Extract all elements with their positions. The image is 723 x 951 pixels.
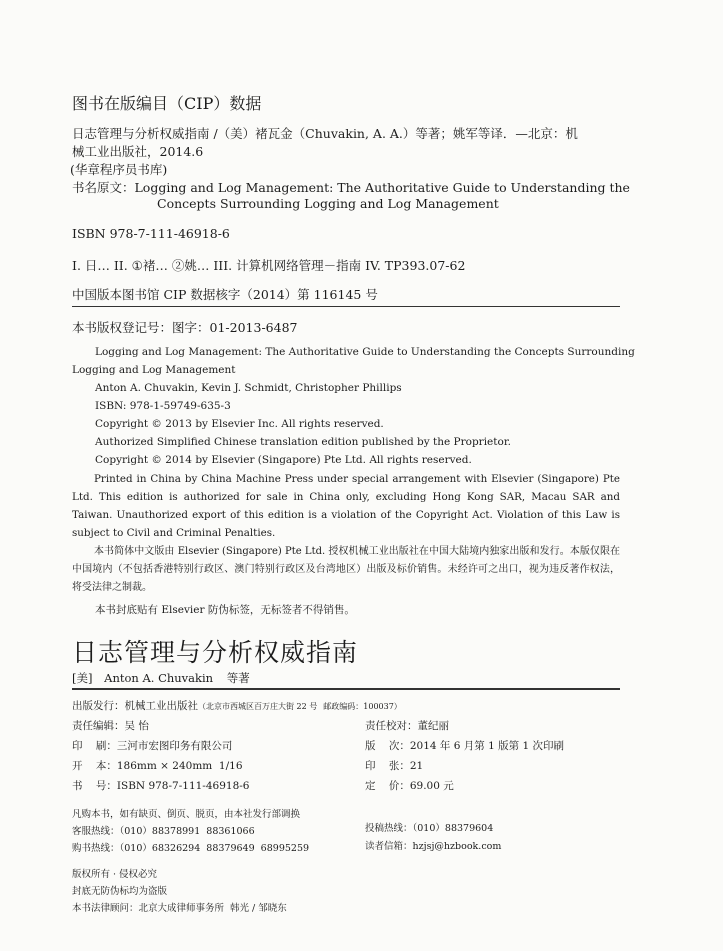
isbn-line: [72, 778, 249, 793]
sheets-value: 21: [409, 760, 424, 772]
submission-line: [365, 820, 493, 834]
publisher-address: （北京市西城区百万庄大街 22 号: [198, 702, 318, 711]
copyright-line-1: Copyright © 2013 by Elsevier Inc. All rights reserved.: [95, 418, 384, 430]
proof-label: 责任校对：: [365, 720, 418, 732]
editor-line: [72, 718, 149, 733]
format-value: 186mm × 240mm 1/16: [116, 760, 243, 772]
printer-label: 印 刷：: [72, 740, 117, 752]
purchase-label: 购书热线：: [72, 843, 120, 854]
customer-service-line: [72, 823, 255, 837]
author-prefix: [美]: [72, 671, 93, 685]
edition-value: 2014 年 6 月第 1 版第 1 次印刷: [409, 740, 564, 752]
editor-label: 责任编辑：: [72, 720, 125, 732]
publisher-line: [72, 698, 402, 713]
english-isbn: ISBN: 978-1-59749-635-3: [95, 400, 231, 412]
cs-value: （010）88378991 88361066: [119, 826, 255, 837]
printer-line: [72, 738, 232, 753]
publisher-name: 机械工业出版社: [124, 700, 198, 712]
mail-value: hzjsj@hzbook.com: [412, 841, 502, 852]
english-authors: Anton A. Chuvakin, Kevin J. Schmidt, Christopher Phillips: [95, 382, 402, 394]
copyright-registration: 本书版权登记号：图字：01-2013-6487: [72, 320, 298, 335]
title-rule: [72, 688, 620, 690]
edition-label: 版 次：: [365, 740, 410, 752]
anti-fake-notice: 本书封底贴有 Elsevier 防伪标签，无标签者不得销售。: [95, 604, 355, 616]
sheets-label: 印 张：: [365, 760, 410, 772]
divider: [72, 306, 620, 307]
book-title: 日志管理与分析权威指南: [72, 638, 359, 667]
author-suffix: 等著: [226, 671, 250, 685]
isbn-label: 书 号：: [72, 780, 117, 792]
cip-line-2: 械工业出版社，2014.6: [72, 144, 204, 159]
cip-heading: 图书在版编目（CIP）数据: [72, 94, 262, 113]
printed-in-china-paragraph: Printed in China by China Machine Press under special arrangement with Elsevier (Singapore) Pte Ltd. This edition is authorized for sale in China only, excluding Hong Kong SAR, Macau SAR and Taiwan. Unauthorized export of this edition is a violation of the Copyright Act. Violation of this Law is subject to Civil and Criminal Penalties.: [72, 473, 620, 539]
submission-label: 投稿热线：: [365, 823, 413, 834]
reader-mail-line: [365, 838, 501, 852]
mail-label: 读者信箱：: [365, 841, 413, 852]
edition-line: [365, 738, 564, 753]
rights-line-2: 封底无防伪标均为盗版: [72, 886, 168, 897]
sheets-line: [365, 758, 423, 773]
author-name: Anton A. Chuvakin: [104, 671, 214, 685]
purchase-line: [72, 840, 309, 854]
proofreader-name: 董纪丽: [417, 720, 449, 732]
editor-name: 吴 怡: [124, 720, 149, 732]
author-line: [72, 670, 250, 686]
english-title-line-1: Logging and Log Management: The Authoritative Guide to Understanding the Concepts Surrounding: [95, 346, 635, 358]
authorized-line: Authorized Simplified Chinese translation edition published by the Proprietor.: [95, 436, 512, 448]
printer-name: 三河市宏图印务有限公司: [116, 740, 233, 752]
english-title-line-2: Logging and Log Management: [72, 364, 236, 376]
price-line: [365, 778, 454, 793]
cip-line-3: (华章程序员书库): [70, 162, 168, 177]
cs-label: 客服热线：: [72, 826, 120, 837]
submission-value: （010）88379604: [412, 823, 494, 834]
price-label: 定 价：: [365, 780, 410, 792]
original-title-line-2: Concepts Surrounding Logging and Log Management: [157, 196, 499, 211]
isbn-value: ISBN 978-7-111-46918-6: [116, 780, 250, 792]
cip-record: 中国版本图书馆 CIP 数据核字（2014）第 116145 号: [72, 287, 378, 302]
cip-classification: I. 日… II. ①褚… ②姚… III. 计算机网络管理－指南 IV. TP393.07-62: [72, 258, 466, 273]
chinese-notice-paragraph: 本书简体中文版由 Elsevier (Singapore) Pte Ltd. 授权机械工业出版社在中国大陆境内独家出版和发行。本版仅限在中国境内（不包括香港特别行政区、澳门特别行政区及台湾地区）出版及标价销售。未经许可之出口，视为违反著作权法，将受法律之制裁。: [72, 546, 620, 593]
price-value: 69.00 元: [409, 780, 454, 792]
original-title-line-1: 书名原文：Logging and Log Management: The Authoritative Guide to Understanding the: [72, 180, 630, 195]
publisher-label: 出版发行：: [72, 700, 125, 712]
cip-isbn: ISBN 978-7-111-46918-6: [72, 226, 230, 241]
legal-advisor-line: 本书法律顾问：北京大成律师事务所 韩光 / 邹晓东: [72, 903, 287, 914]
purchase-value: （010）68326294 88379649 68995259: [119, 843, 310, 854]
format-line: [72, 758, 243, 773]
rights-line-1: 版权所有 · 侵权必究: [72, 869, 158, 880]
publisher-postcode: 邮政编码：100037）: [323, 702, 402, 711]
copyright-line-2: Copyright © 2014 by Elsevier (Singapore) Pte Ltd. All rights reserved.: [95, 454, 472, 466]
format-label: 开 本：: [72, 760, 117, 772]
proofreader-line: [365, 718, 449, 733]
cip-line-1: 日志管理与分析权威指南 /（美）褚瓦金（Chuvakin, A. A.）等著；姚军等译．—北京：机: [72, 126, 578, 141]
service-notice: 凡购本书，如有缺页、倒页、脱页，由本社发行部调换: [72, 809, 301, 820]
